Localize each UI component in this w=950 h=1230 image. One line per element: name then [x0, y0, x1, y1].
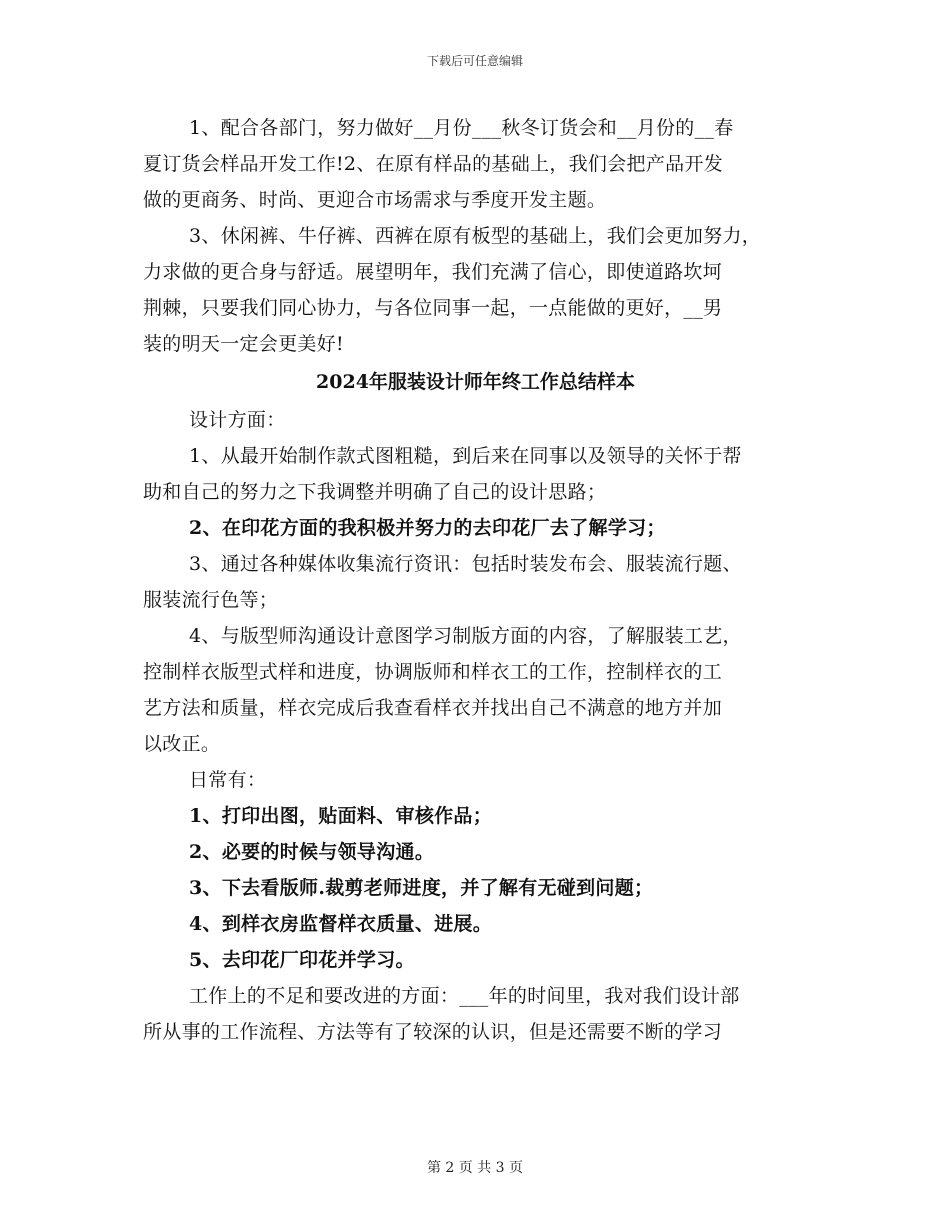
page-number: 第 2 页 共 3 页 [426, 1160, 524, 1176]
document-title: 2024年服装设计师年终工作总结样本 [316, 371, 635, 393]
section-heading-daily: 日常有： [189, 769, 267, 791]
paragraph-line: 荆棘，只要我们同心协力，与各位同事一起，一点能做的更好，__男 [143, 297, 723, 319]
paragraph-line: 力求做的更合身与舒适。展望明年，我们充满了信心，即使道路坎坷 [143, 261, 723, 283]
design-item-3-line: 3、通过各种媒体收集流行资讯：包括时装发布会、服装流行题、 [189, 553, 742, 575]
document-body [143, 110, 808, 1050]
paragraph-line: 装的明天一定会更美好! [143, 333, 344, 355]
section-heading-design: 设计方面： [189, 409, 286, 431]
design-item-3-line: 服装流行色等； [143, 589, 279, 611]
paragraph-line: 夏订货会样品开发工作!2、在原有样品的基础上，我们会把产品开发 [143, 153, 724, 175]
improve-line: 工作上的不足和要改进的方面：___年的时间里，我对我们设计部 [189, 985, 740, 1007]
paragraph-line: 1、配合各部门，努力做好__月份___秋冬订货会和__月份的__春 [189, 117, 734, 139]
daily-item: 1、打印出图，贴面料、审核作品； [189, 805, 493, 827]
daily-item: 5、去印花厂印花并学习。 [189, 949, 415, 971]
design-item-4-line: 以改正。 [143, 733, 221, 755]
design-item-4-line: 控制样衣版型式样和进度，协调版师和样衣工的工作，控制样衣的工 [143, 661, 723, 683]
daily-item: 4、到样衣房监督样衣质量、进展。 [189, 913, 493, 935]
daily-item: 2、必要的时候与领导沟通。 [189, 841, 435, 863]
design-item-2: 2、在印花方面的我积极并努力的去印花厂去了解学习； [189, 517, 666, 539]
paragraph-line: 做的更商务、时尚、更迎合市场需求与季度开发主题。 [143, 189, 607, 211]
design-item-1-line: 1、从最开始制作款式图粗糙，到后来在同事以及领导的关怀于帮 [189, 445, 742, 467]
design-item-1-line: 助和自己的努力之下我调整并明确了自己的设计思路； [143, 481, 607, 503]
daily-item: 3、下去看版师.裁剪老师进度，并了解有无碰到问题； [189, 877, 654, 899]
paragraph-line: 3、休闲裤、牛仔裤、西裤在原有板型的基础上，我们会更加努力， [189, 225, 762, 247]
page-header: 下载后可任意编辑 [426, 54, 523, 68]
design-item-4-line: 艺方法和质量，样衣完成后我查看样衣并找出自己不满意的地方并加 [143, 697, 723, 719]
design-item-4-line: 4、与版型师沟通设计意图学习制版方面的内容，了解服装工艺， [189, 625, 742, 647]
improve-line: 所从事的工作流程、方法等有了较深的认识，但是还需要不断的学习 [143, 1021, 723, 1043]
